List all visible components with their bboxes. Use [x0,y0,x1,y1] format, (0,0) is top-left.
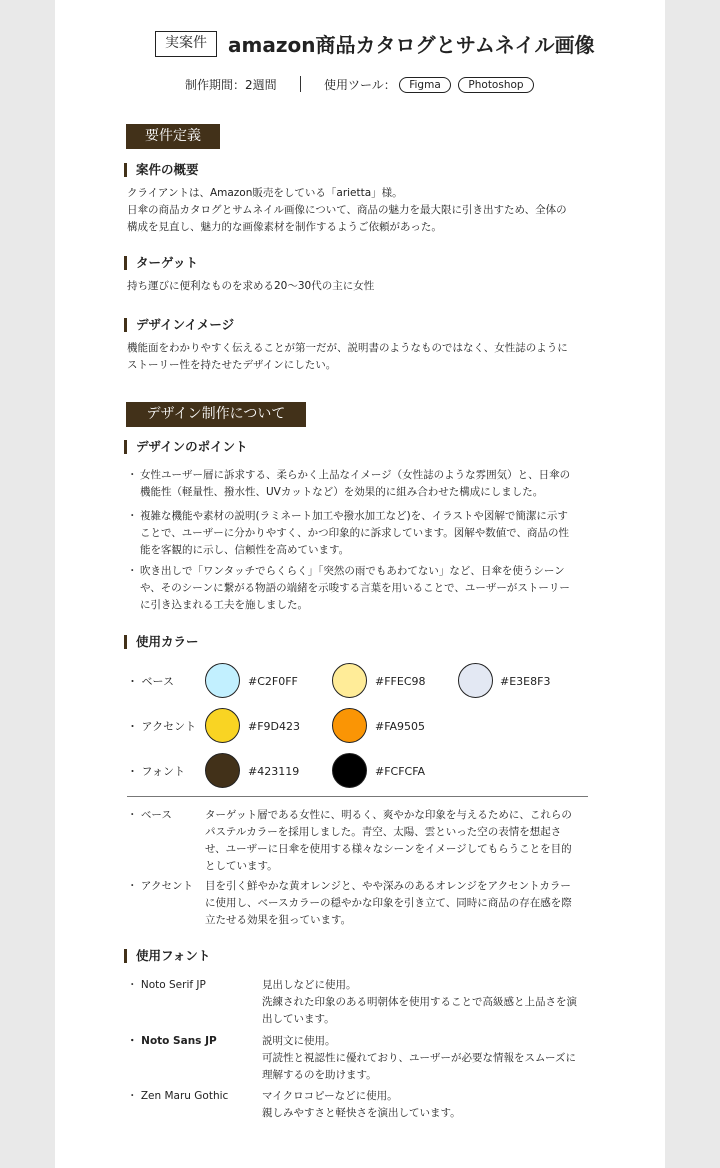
color-swatch [458,663,493,698]
design-image-text: 機能面をわかりやすく伝えることが第一だが、説明書のようなものではなく、女性誌のように ストーリー性を持たせたデザインにしたい。 [127,342,568,371]
color-swatch [205,753,240,788]
tool-badge-figma: Figma [399,77,451,93]
color-swatch [205,708,240,743]
tools-label: 使用ツール： [324,78,396,92]
subheading-target: ターゲット [124,255,198,271]
font-name-zen-maru: ・ Zen Maru Gothic [127,1090,229,1102]
color-swatch [332,708,367,743]
font-desc-noto-sans: 説明文に使用。 可読性と視認性に優れており、ユーザーが必要な情報をスムーズに 理解するのを助けます。 [262,1035,576,1081]
divider [127,796,588,797]
color-row-label-accent: ・ アクセント [127,720,197,733]
section-heading-design: デザイン制作について [126,402,306,427]
color-hex: #FA9505 [375,720,426,733]
color-swatch [332,753,367,788]
subheading-design-points: デザインのポイント [124,439,248,455]
target-text: 持ち運びに便利なものを求める20〜30代の主に女性 [127,280,375,292]
color-hex: #C2F0FF [248,675,298,688]
subheading-design-image: デザインイメージ [124,317,234,333]
overview-text: クライアントは、Amazon販売をしている「arietta」様。 日傘の商品カタログとサムネイル画像について、商品の魅力を最大限に引き出すため、全体の 構成を見直し、魅力的な画像素材を制作するようご依頼があった。 [127,187,567,233]
page-title: amazon商品カタログとサムネイル画像 [228,33,595,57]
divider [300,76,301,92]
font-desc-noto-serif: 見出しなどに使用。 洗練された印象のある明朝体を使用することで高級感と上品さを演 出しています。 [262,979,577,1025]
color-swatch [332,663,367,698]
color-note-term-accent: ・ アクセント [127,880,194,892]
production-period: 制作期間：2週間 [185,78,277,92]
section-heading-requirements: 要件定義 [126,124,220,149]
color-note-accent: 目を引く鮮やかな黄オレンジと、やや深みのあるオレンジをアクセントカラー に使用し、ベースカラーの穏やかな印象を引き立て、同時に商品の存在感を際 立たせる効果を狙っています。 [205,880,572,926]
color-hex: #FFEC98 [375,675,426,688]
color-swatch [205,663,240,698]
color-hex: #E3E8F3 [500,675,551,688]
color-row-label-base: ・ ベース [127,675,174,688]
font-desc-zen-maru: マイクロコピーなどに使用。 親しみやすさと軽快さを演出しています。 [262,1090,461,1119]
subheading-colors: 使用カラー [124,634,199,650]
color-hex: #423119 [248,765,300,778]
project-type-tag: 実案件 [155,31,217,57]
subheading-fonts: 使用フォント [124,948,210,964]
color-row-label-font: ・ フォント [127,765,185,778]
color-hex: #FCFCFA [375,765,426,778]
color-note-term-base: ・ ベース [127,809,172,821]
tool-badge-photoshop: Photoshop [458,77,534,93]
subheading-overview: 案件の概要 [124,162,199,178]
color-hex: #F9D423 [248,720,301,733]
font-name-noto-sans: ・ Noto Sans JP [127,1035,217,1047]
color-note-base: ターゲット層である女性に、明るく、爽やかな印象を与えるために、これらの パステルカラーを採用しました。青空、太陽、雲といった空の表情を想起さ せ、ユーザーに日傘を使用する様々なシーンをイメージしてもらうことを目的 としています。 [205,809,572,872]
font-name-noto-serif: ・ Noto Serif JP [127,979,206,991]
